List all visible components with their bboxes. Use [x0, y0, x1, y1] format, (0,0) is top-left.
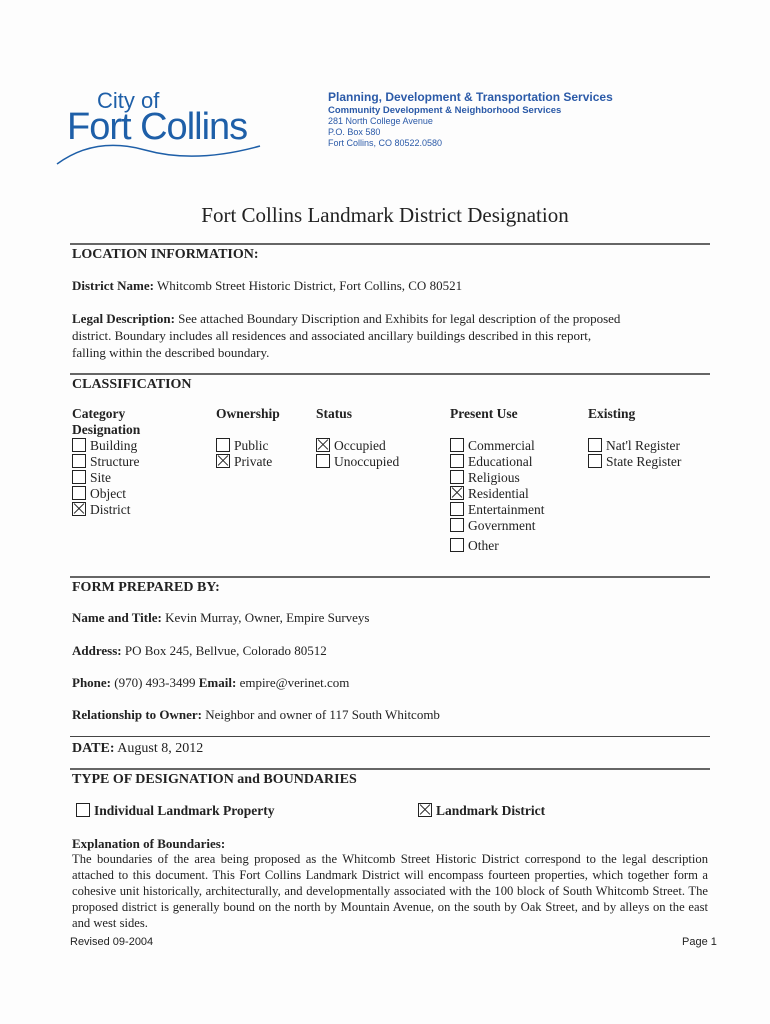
date-row [72, 740, 203, 757]
checkbox-box[interactable] [72, 486, 86, 500]
relationship-row [72, 706, 440, 723]
name-title-label: Name and Title: [72, 610, 162, 625]
prepared-by-heading: FORM PREPARED BY: [72, 580, 220, 595]
section-divider [70, 243, 710, 245]
email-value: empire@verinet.com [239, 675, 350, 690]
phone-email-row [72, 674, 349, 691]
checkbox-box[interactable] [216, 438, 230, 452]
checkbox-residential[interactable]: Residential [450, 486, 544, 502]
checkbox-landmark-district[interactable]: Landmark District [418, 803, 545, 819]
address-line: Fort Collins, CO 80522.0580 [328, 138, 443, 148]
checkbox-religious[interactable]: Religious [450, 470, 544, 486]
checkbox-box[interactable] [418, 803, 432, 817]
logo-city-text: City of [97, 88, 160, 113]
legal-description-value: See attached Boundary Discription and Exhibits for legal description of the proposed [178, 311, 621, 326]
checkbox-box[interactable] [450, 502, 464, 516]
classification-heading: CLASSIFICATION [72, 377, 192, 392]
legal-description-line: district. Boundary includes all residences and associated ancillary buildings described in this report, [72, 328, 592, 343]
checkbox-individual-landmark[interactable]: Individual Landmark Property [76, 803, 275, 819]
category-header: Category [72, 406, 126, 421]
address-value: PO Box 245, Bellvue, Colorado 80512 [124, 643, 327, 658]
status-column [316, 406, 399, 470]
checkbox-object[interactable]: Object [72, 486, 140, 502]
checkbox-educational[interactable]: Educational [450, 454, 544, 470]
checkbox-public[interactable]: Public [216, 438, 280, 454]
department-subtitle: Community Development & Neighborhood Services [328, 105, 562, 116]
phone-label: Phone: [72, 675, 111, 690]
checkbox-box[interactable] [72, 502, 86, 516]
ownership-header: Ownership [216, 406, 280, 421]
present-use-column [450, 406, 544, 554]
checkbox-box[interactable] [450, 538, 464, 552]
explanation-heading: Explanation of Boundaries: [72, 836, 226, 851]
existing-header: Existing [588, 406, 636, 421]
phone-value: (970) 493-3499 [114, 675, 196, 690]
section-divider [70, 373, 710, 375]
checkbox-site[interactable]: Site [72, 470, 140, 486]
checkbox-entertainment[interactable]: Entertainment [450, 502, 544, 518]
checkbox-natl-register[interactable]: Nat'l Register [588, 438, 681, 454]
city-logo [55, 88, 275, 178]
department-block [328, 90, 613, 149]
checkbox-unoccupied[interactable]: Unoccupied [316, 454, 399, 470]
checkbox-private[interactable]: Private [216, 454, 280, 470]
checkbox-box[interactable] [216, 454, 230, 468]
address-line: P.O. Box 580 [328, 127, 381, 137]
checkbox-occupied[interactable]: Occupied [316, 438, 399, 454]
location-heading: LOCATION INFORMATION: [72, 247, 259, 262]
district-name-value: Whitcomb Street Historic District, Fort Collins, CO 80521 [156, 278, 463, 293]
checkbox-box[interactable] [450, 518, 464, 532]
checkbox-state-register[interactable]: State Register [588, 454, 681, 470]
department-title: Planning, Development & Transportation Services [328, 90, 613, 104]
present-use-header: Present Use [450, 406, 518, 421]
legal-description [72, 310, 712, 361]
page-number: Page 1 [682, 936, 717, 948]
relationship-label: Relationship to Owner: [72, 707, 202, 722]
logo-name-text: Fort Collins [67, 106, 248, 148]
checkbox-commercial[interactable]: Commercial [450, 438, 544, 454]
checkbox-box[interactable] [588, 438, 602, 452]
district-name-label: District Name: [72, 278, 154, 293]
checkbox-box[interactable] [450, 486, 464, 500]
checkbox-building[interactable]: Building [72, 438, 140, 454]
category-column [72, 406, 140, 518]
document-title: Fort Collins Landmark District Designation [201, 203, 569, 227]
date-value: August 8, 2012 [117, 741, 204, 756]
section-divider [70, 736, 710, 737]
checkbox-box[interactable] [450, 438, 464, 452]
section-divider [70, 768, 710, 770]
district-name-row [72, 277, 462, 294]
checkbox-box[interactable] [450, 454, 464, 468]
checkbox-box[interactable] [450, 470, 464, 484]
checkbox-box[interactable] [588, 454, 602, 468]
designation-heading: TYPE OF DESIGNATION and BOUNDARIES [72, 772, 357, 787]
ownership-column [216, 406, 280, 470]
relationship-value: Neighbor and owner of 117 South Whitcomb [205, 707, 440, 722]
name-title-value: Kevin Murray, Owner, Empire Surveys [165, 610, 370, 625]
checkbox-government[interactable]: Government [450, 518, 544, 534]
date-label: DATE: [72, 741, 115, 756]
logo-swoosh-icon [55, 128, 265, 168]
checkbox-structure[interactable]: Structure [72, 454, 140, 470]
checkbox-box[interactable] [76, 803, 90, 817]
checkbox-other[interactable]: Other [450, 538, 544, 554]
checkbox-box[interactable] [72, 454, 86, 468]
address-line: 281 North College Avenue [328, 116, 433, 126]
legal-description-line: falling within the described boundary. [72, 345, 270, 360]
designation-header: Designation [72, 422, 141, 437]
checkbox-box[interactable] [316, 454, 330, 468]
email-label: Email: [198, 675, 237, 690]
existing-column [588, 406, 681, 470]
legal-description-label: Legal Description: [72, 311, 175, 326]
section-divider [70, 576, 710, 578]
checkbox-box[interactable] [316, 438, 330, 452]
name-title-row [72, 609, 369, 626]
address-label: Address: [72, 643, 122, 658]
checkbox-box[interactable] [72, 470, 86, 484]
revised-date: Revised 09-2004 [70, 936, 154, 948]
address-row [72, 642, 327, 659]
checkbox-box[interactable] [72, 438, 86, 452]
explanation-text: The boundaries of the area being proposed as the Whitcomb Street Historic District correspond to the legal description attached to this document. This Fort Collins Landmark District will encompass fourteen properties, which together form a cohesive unit historically, architecturally, and developmentally associated with the 100 block of South Whitcomb Street. The proposed district is generally bound on the north by Mountain Avenue, on the south by Oak Street, and by alleys on the east and west sides. [72, 852, 708, 930]
status-header: Status [316, 406, 353, 421]
checkbox-district[interactable]: District [72, 502, 140, 518]
